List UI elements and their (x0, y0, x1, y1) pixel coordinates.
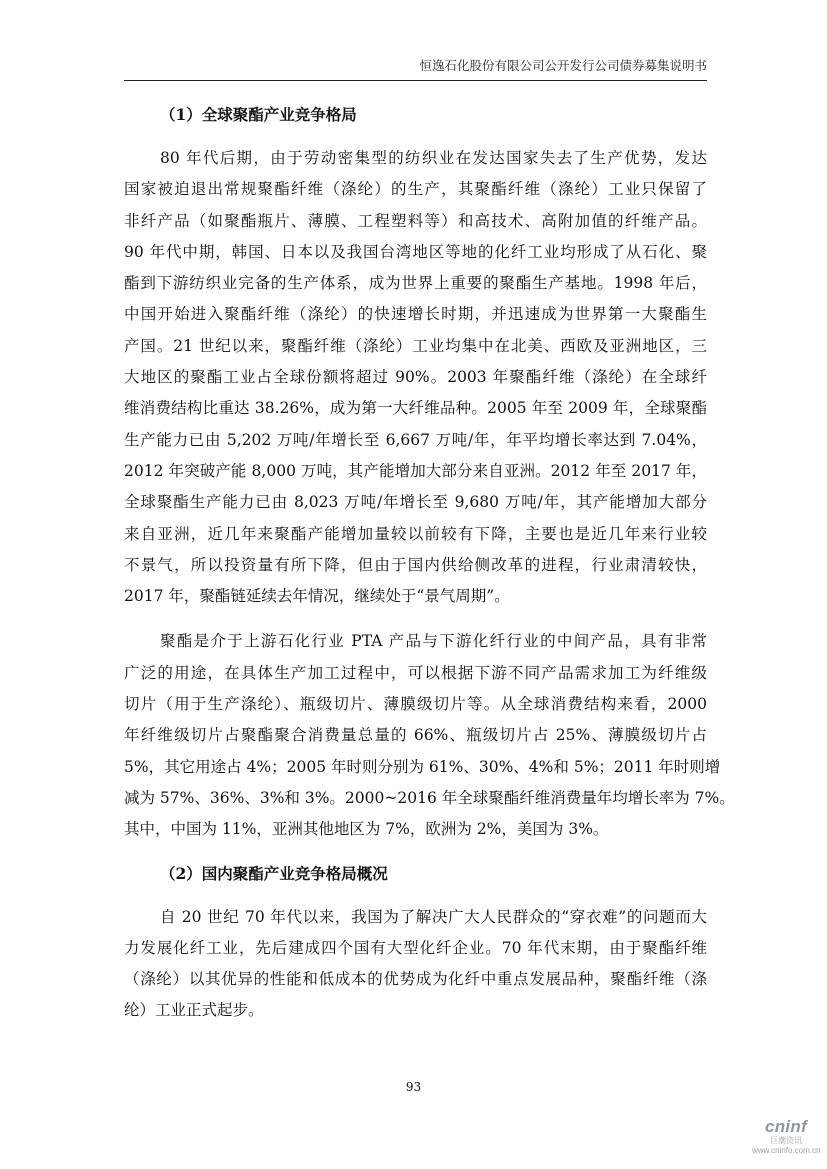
text-line: 80 年代后期，由于劳动密集型的纺织业在发达国家失去了生产优势，发达 (160, 149, 707, 167)
cninfo-brand-cn: 巨潮资讯 (770, 1136, 802, 1145)
paragraph-domestic-history (124, 902, 707, 1027)
text-line: 聚酯是介于上游石化行业 PTA 产品与下游化纤行业的中间产品，具有非常 (160, 632, 707, 651)
text-line: 自 20 世纪 70 年代以来，我国为了解决广大人民群众的“穿衣难”的问题而大 (160, 907, 707, 926)
document-title: 恒逸石化股份有限公司公开发行公司债券募集说明书 (419, 58, 707, 73)
text-line: 纶）工业正式起步。 (124, 1001, 264, 1020)
text-line: 来自亚洲，近几年来聚酯产能增加量较以前较有下降，主要也是近几年来行业较 (124, 524, 707, 543)
text-line: 2017 年，聚酯链延续去年情况，继续处于“景气周期”。 (124, 587, 510, 606)
page-body (124, 100, 735, 1027)
text-line: 力发展化纤工业，先后建成四个国有大型化纤企业。70 年代末期，由于聚酯纤维 (124, 938, 707, 957)
paragraph-global-history (124, 143, 707, 612)
text-line: 产国。21 世纪以来，聚酯纤维（涤纶）工业均集中在北美、西欧及亚洲地区，三 (124, 336, 707, 355)
text-line: 减为 57%、36%、3%和 3%。2000~2016 年全球聚酯纤维消费量年均增长率为 7%。 (124, 788, 735, 807)
paragraph-global-consumption (124, 626, 735, 845)
cninfo-watermark-logo (752, 1118, 820, 1160)
text-line: 非纤产品（如聚酯瓶片、薄膜、工程塑料等）和高技术、高附加值的纤维产品。 (124, 211, 707, 230)
page-number: 93 (405, 1080, 422, 1094)
text-line: 生产能力已由 5,202 万吨/年增长至 6,667 万吨/年，年平均增长率达到 7.04%， (124, 430, 707, 449)
text-line: 国家被迫退出常规聚酯纤维（涤纶）的生产，其聚酯纤维（涤纶）工业只保留了 (124, 180, 707, 199)
text-line: 不景气，所以投资量有所下降，但由于国内供给侧改革的进程，行业肃清较快， (124, 555, 707, 574)
text-line: 2012 年突破产能 8,000 万吨，其产能增加大部分来自亚洲。2012 年至 2017 年， (124, 461, 707, 480)
text-line: 其中，中国为 11%，亚洲其他地区为 7%，欧洲为 2%，美国为 3%。 (124, 820, 609, 839)
cninfo-brand: cninf (764, 1117, 808, 1136)
text-line: 切片（用于生产涤纶）、瓶级切片、薄膜级切片等。从全球消费结构来看，2000 (124, 695, 707, 714)
text-line: 全球聚酯生产能力已由 8,023 万吨/年增长至 9,680 万吨/年，其产能增加大部分 (124, 493, 707, 512)
text-line: 中国开始进入聚酯纤维（涤纶）的快速增长时期，并迅速成为世界第一大聚酯生 (124, 305, 707, 324)
text-line: （涤纶）以其优异的性能和低成本的优势成为化纤中重点发展品种，聚酯纤维（涤 (124, 970, 707, 989)
text-line: 酯到下游纺织业完备的生产体系，成为世界上重要的聚酯生产基地。1998 年后， (124, 274, 707, 293)
text-line: 90 年代中期，韩国、日本以及我国台湾地区等地的化纤工业均形成了从石化、聚 (124, 242, 707, 261)
section-heading-global: （1）全球聚酯产业竞争格局 (160, 105, 357, 124)
text-line: 广泛的用途，在具体生产加工过程中，可以根据下游不同产品需求加工为纤维级 (124, 663, 707, 682)
cninfo-url: www.cninfo.com.cn (752, 1146, 821, 1155)
text-line: 年纤维级切片占聚酯聚合消费量总量的 66%、瓶级切片占 25%、薄膜级切片占 (124, 726, 707, 745)
text-line: 维消费结构比重达 38.26%，成为第一大纤维品种。2005 年至 2009 年，全球聚酯 (124, 399, 707, 418)
section-heading-domestic: （2）国内聚酯产业竞争格局概况 (160, 863, 388, 883)
text-line: 大地区的聚酯工业占全球份额将超过 90%。2003 年聚酯纤维（涤纶）在全球纤 (124, 368, 707, 387)
document-header (124, 58, 707, 81)
text-line: 5%，其它用途占 4%；2005 年时则分别为 61%、30%、4%和 5%；2011 年时则增 (124, 757, 721, 776)
